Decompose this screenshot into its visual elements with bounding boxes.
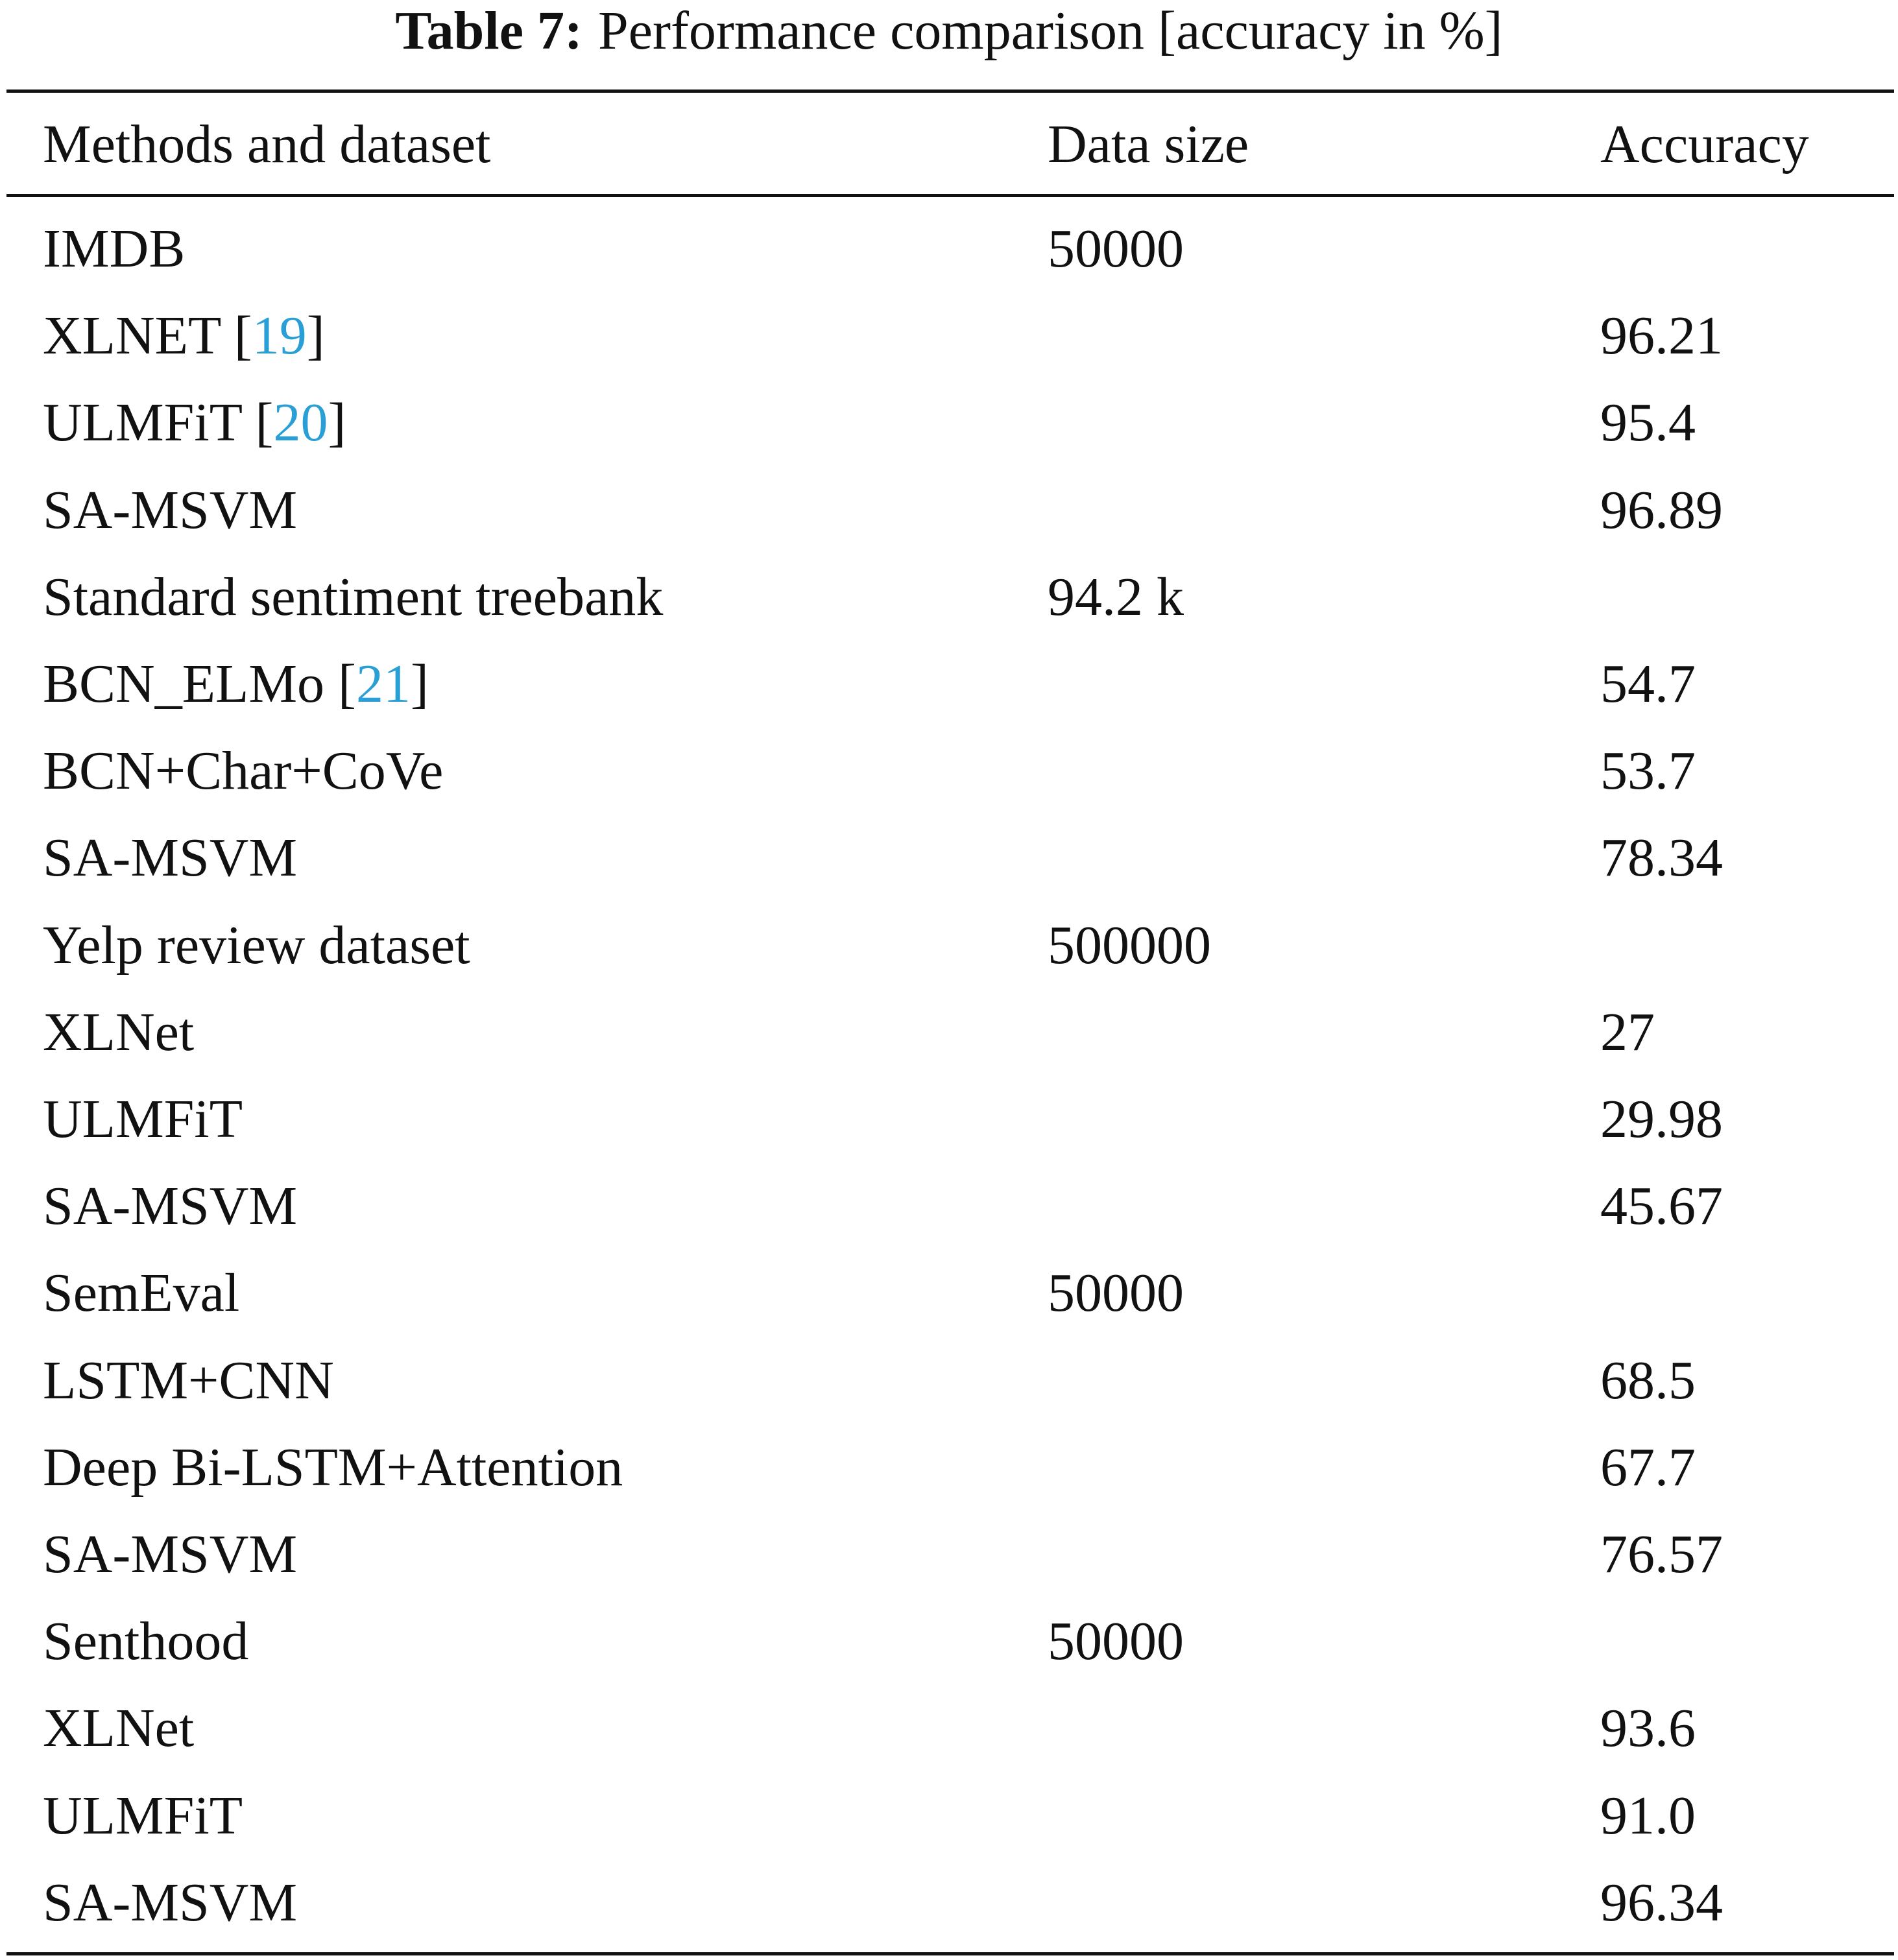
method-cell	[43, 1250, 239, 1337]
method-name: SA-MSVM	[43, 1176, 298, 1237]
accuracy-cell: 78.34	[1600, 828, 1723, 889]
accuracy-cell: 54.7	[1600, 654, 1696, 714]
table-row	[0, 728, 1898, 815]
table-row	[0, 1859, 1898, 1946]
method-name: ULMFiT	[43, 392, 242, 453]
accuracy-cell: 67.7	[1600, 1437, 1696, 1498]
method-name: LSTM+CNN	[43, 1350, 334, 1411]
method-name: SemEval	[43, 1263, 240, 1324]
method-cell	[43, 989, 194, 1076]
table-row	[0, 641, 1898, 728]
top-rule	[6, 90, 1894, 93]
method-cell	[43, 467, 297, 554]
method-name: Deep Bi-LSTM+Attention	[43, 1437, 623, 1498]
accuracy-cell: 68.5	[1600, 1350, 1696, 1411]
data-size-cell: 500000	[1048, 914, 1211, 975]
table-row	[0, 379, 1898, 466]
method-name: ULMFiT	[43, 1785, 243, 1846]
method-cell	[43, 902, 470, 989]
table-row	[0, 989, 1898, 1076]
accuracy-cell: 95.4	[1600, 392, 1696, 453]
header-data-size: Data size	[1048, 114, 1249, 174]
method-name: IMDB	[43, 219, 186, 279]
data-size-cell: 94.2 k	[1048, 566, 1184, 627]
header-rule	[6, 194, 1894, 197]
data-size-cell: 50000	[1048, 1263, 1184, 1324]
method-name: XLNet	[43, 1698, 195, 1759]
method-cell	[43, 1859, 297, 1946]
table-row	[0, 554, 1898, 641]
accuracy-cell: 96.89	[1600, 479, 1723, 540]
method-cell	[43, 1598, 248, 1685]
method-cell: XLNET [19]	[43, 305, 325, 366]
table-row	[0, 1250, 1898, 1337]
method-name: SA-MSVM	[43, 1524, 298, 1584]
table-row	[0, 815, 1898, 902]
data-size-cell: 50000	[1048, 1611, 1184, 1672]
table-row	[0, 1598, 1898, 1685]
method-name: XLNet	[43, 1001, 195, 1062]
method-name: BCN_ELMo	[43, 654, 325, 714]
method-cell	[43, 1337, 334, 1424]
method-name: SA-MSVM	[43, 1872, 298, 1933]
accuracy-cell: 96.34	[1600, 1872, 1723, 1933]
header-accuracy: Accuracy	[1600, 114, 1809, 174]
table-row	[0, 902, 1898, 989]
method-name: BCN+Char+CoVe	[43, 741, 444, 802]
table-row	[0, 1337, 1898, 1424]
method-cell	[43, 1685, 194, 1772]
method-cell	[43, 1076, 243, 1163]
table-row	[0, 293, 1898, 379]
method-name: Yelp review dataset	[43, 914, 470, 975]
table-header	[0, 101, 1898, 188]
caption-text: Performance comparison [accuracy in %]	[597, 1, 1503, 61]
method-name: Senthood	[43, 1611, 249, 1672]
method-cell: ULMFiT [20]	[43, 392, 346, 453]
accuracy-cell: 91.0	[1600, 1785, 1696, 1846]
citation-link[interactable]: 20	[273, 392, 328, 453]
table-row	[0, 1076, 1898, 1163]
method-cell	[43, 1424, 623, 1511]
header-methods: Methods and dataset	[43, 114, 491, 174]
table-caption	[0, 0, 1898, 62]
accuracy-cell: 76.57	[1600, 1524, 1723, 1584]
accuracy-cell: 27	[1600, 1001, 1655, 1062]
method-cell	[43, 815, 297, 902]
method-cell	[43, 1511, 297, 1598]
method-cell	[43, 1163, 297, 1250]
accuracy-cell: 45.67	[1600, 1176, 1723, 1237]
method-cell	[43, 206, 185, 293]
citation-link[interactable]: 21	[356, 654, 411, 714]
method-name: Standard sentiment treebank	[43, 566, 664, 627]
method-cell	[43, 728, 443, 815]
method-cell	[43, 554, 663, 641]
accuracy-cell: 96.21	[1600, 305, 1723, 366]
table-row	[0, 1685, 1898, 1772]
bottom-rule	[6, 1952, 1894, 1955]
method-name: SA-MSVM	[43, 479, 298, 540]
method-name: ULMFiT	[43, 1089, 243, 1149]
table-row	[0, 1424, 1898, 1511]
method-name: XLNET	[43, 305, 221, 366]
accuracy-cell: 53.7	[1600, 741, 1696, 802]
caption-label: Table 7:	[395, 1, 583, 61]
method-name: SA-MSVM	[43, 828, 298, 889]
table-row	[0, 1773, 1898, 1859]
citation-link[interactable]: 19	[252, 305, 307, 366]
table-row	[0, 1163, 1898, 1250]
method-cell	[43, 1773, 243, 1859]
method-cell: BCN_ELMo [21]	[43, 654, 429, 714]
table-row	[0, 467, 1898, 554]
table-row	[0, 206, 1898, 293]
accuracy-cell: 93.6	[1600, 1698, 1696, 1759]
accuracy-cell: 29.98	[1600, 1089, 1723, 1149]
table-row	[0, 1511, 1898, 1598]
data-size-cell: 50000	[1048, 219, 1184, 279]
